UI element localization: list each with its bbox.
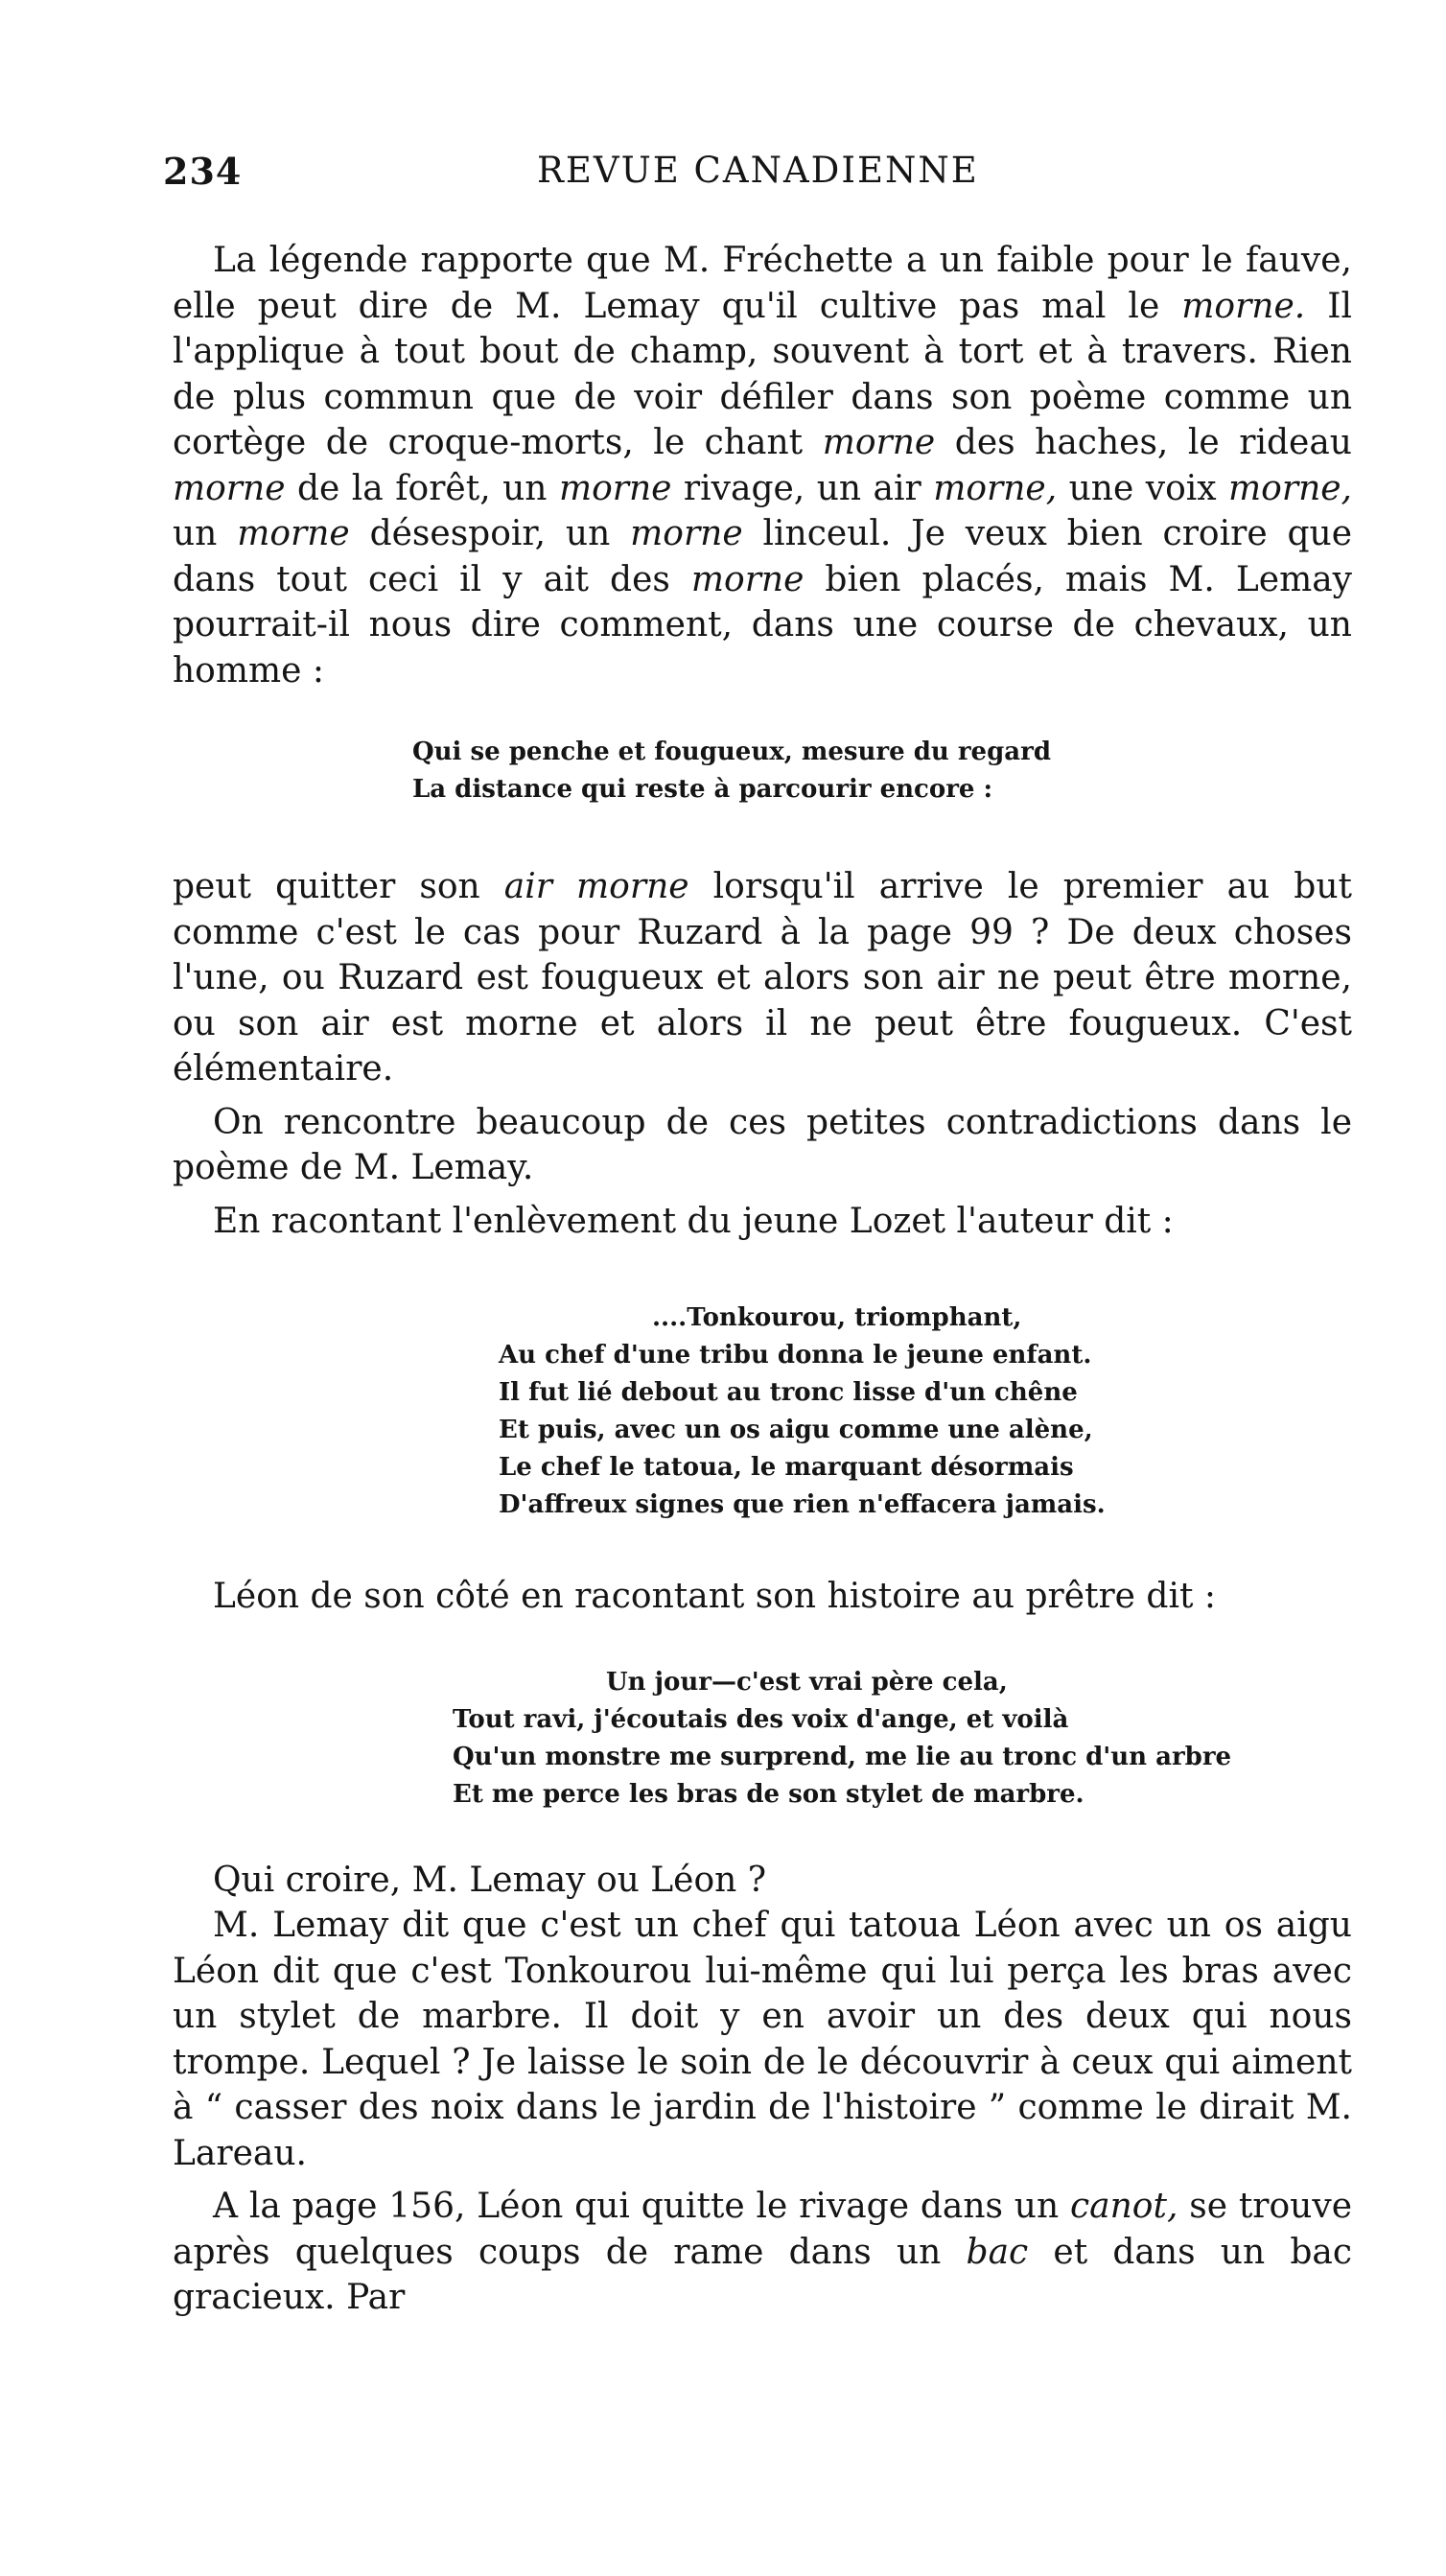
verse-line: Qui se penche et fougueux, mesure du regard xyxy=(412,738,1051,766)
verse-line: Et puis, avec un os aigu comme une alène, xyxy=(499,1416,1093,1444)
italic-word: morne. xyxy=(1181,286,1306,326)
italic-word: morne xyxy=(822,423,936,462)
text-run: peut quitter son xyxy=(173,867,504,906)
paragraph-4: En racontant l'enlèvement du jeune Lozet l'auteur dit : xyxy=(213,1201,1174,1241)
verse-line: Qu'un monstre me surprend, me lie au tronc d'un arbre xyxy=(453,1742,1232,1771)
verse-quote-3 xyxy=(453,1664,1352,1814)
text-run: Il l'applique à tout bout de champ, souvent à tort et à travers. Rien de plus commun que de voir défiler dans son poème comme un cortège de croque-morts, le chant xyxy=(173,286,1352,462)
verse-line: Tout ravi, j'écoutais des voix d'ange, et voilà xyxy=(453,1704,1069,1734)
page-header xyxy=(163,150,1314,207)
text-run: A la page 156, Léon qui quitte le rivage dans un xyxy=(213,2187,1070,2226)
verse-line: La distance qui reste à parcourir encore : xyxy=(412,775,993,804)
text-run: des haches, le rideau xyxy=(935,423,1352,462)
text-run: un xyxy=(173,514,238,553)
italic-word: air morne xyxy=(503,867,689,906)
text-run: linceul. Je veux bien croire que dans tout ceci il y ait des xyxy=(173,514,1352,599)
italic-word: morne xyxy=(558,468,672,508)
italic-word: morne xyxy=(237,514,350,553)
verse-line: ....Tonkourou, triomphant, xyxy=(652,1303,1022,1332)
italic-word: bac xyxy=(966,2232,1029,2272)
text-run: de la forêt, un xyxy=(285,468,559,508)
paragraph-6: Qui croire, M. Lemay ou Léon ? xyxy=(213,1860,767,1900)
italic-word: morne xyxy=(173,468,286,508)
paragraph-5: Léon de son côté en racontant son histoire au prêtre dit : xyxy=(213,1577,1217,1616)
paragraph-1 xyxy=(173,238,1352,693)
italic-word: morne xyxy=(690,559,805,599)
text-run: lorsqu'il arrive le premier au but comme c'est le cas pour Ruzard à la page 99 ? De deux choses l'une, ou Ruzard est fougueux et alors son air ne peut être morne, ou son air est morne et alors il ne peut être fougueux. C'est élémentaire. xyxy=(173,867,1353,1089)
text-run: se trouve après quelques coups de rame dans un xyxy=(173,2187,1352,2272)
verse-line: Au chef d'une tribu donna le jeune enfant. xyxy=(499,1341,1092,1370)
text-run: La légende rapporte que M. Fréchette a un faible pour le fauve, elle peut dire de M. Lemay qu'il cultive pas mal le xyxy=(173,241,1352,326)
verse-line: Il fut lié debout au tronc lisse d'un chêne xyxy=(499,1378,1078,1407)
text-run: et dans un bac gracieux. Par xyxy=(173,2232,1352,2317)
running-title: REVUE CANADIENNE xyxy=(537,150,979,191)
paragraph-8 xyxy=(173,2184,1352,2321)
paragraph-7: M. Lemay dit que c'est un chef qui tatoua Léon avec un os aigu Léon dit que c'est Tonkourou lui-même qui lui perça les bras avec un stylet de marbre. Il doit y en avoir un des deux qui nous trompe. Lequel ? Je laisse le soin de le découvrir à ceux qui aiment à “ casser des noix dans le jardin de l'histoire ” comme le dirait M. Lareau. xyxy=(173,1906,1352,2173)
verse-quote-1 xyxy=(412,734,1352,808)
paragraph-3: On rencontre beaucoup de ces petites contradictions dans le poème de M. Lemay. xyxy=(173,1102,1352,1187)
italic-word: canot, xyxy=(1070,2187,1178,2226)
italic-word: morne, xyxy=(1228,468,1352,508)
verse-quote-2 xyxy=(499,1300,1352,1524)
page-number: 234 xyxy=(163,150,243,193)
text-run: une voix xyxy=(1057,468,1229,508)
text-run: désespoir, un xyxy=(349,514,631,553)
text-run: rivage, un air xyxy=(671,468,934,508)
verse-line: Le chef le tatoua, le marquant désormais xyxy=(499,1453,1074,1482)
verse-line: Et me perce les bras de son stylet de marbre. xyxy=(453,1779,1084,1809)
article-body xyxy=(173,238,1352,2321)
text-run: bien placés, mais M. Lemay pourrait-il nous dire comment, dans une course de chevaux, un homme : xyxy=(173,559,1353,691)
verse-line: Un jour—c'est vrai père cela, xyxy=(606,1667,1008,1697)
italic-word: morne, xyxy=(933,468,1058,508)
verse-line: D'affreux signes que rien n'effacera jamais. xyxy=(499,1490,1106,1519)
paragraph-2 xyxy=(173,864,1352,1092)
italic-word: morne xyxy=(630,514,743,553)
